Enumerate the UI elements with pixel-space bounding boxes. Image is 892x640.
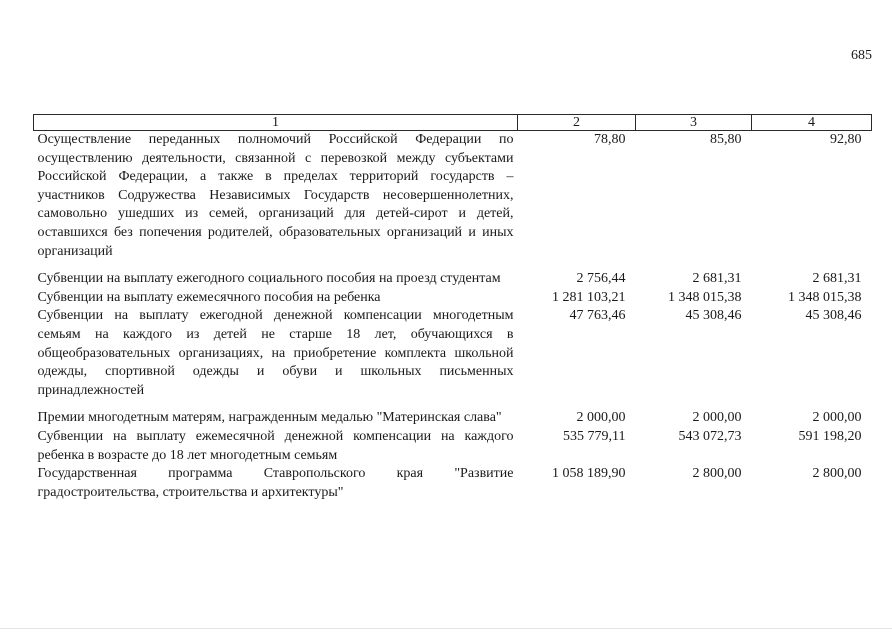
- table-row: [34, 289, 872, 308]
- row-value-col3: 45 308,46: [685, 308, 742, 324]
- row-value-col3: 2 800,00: [692, 466, 742, 482]
- row-value-col2: 2 000,00: [576, 410, 626, 426]
- row-value-col3: 85,80: [710, 132, 742, 147]
- row-value-col2: 2 756,44: [576, 271, 626, 287]
- row-value-col2: 1 281 103,21: [552, 289, 626, 305]
- row-name: Государственная программа Ставропольского края "Развитие градостроительства, строительства и архитектуры": [37, 466, 514, 500]
- table-row: [34, 307, 872, 409]
- row-value-col4: 92,80: [830, 132, 862, 147]
- row-value-col2: 78,80: [594, 132, 626, 147]
- row-value-col4: 2 681,31: [812, 271, 862, 287]
- table-row: [34, 409, 872, 428]
- table-row: [34, 465, 872, 502]
- row-value-col3: 2 681,31: [692, 271, 742, 287]
- budget-table: [33, 114, 872, 502]
- row-value-col2: 47 763,46: [569, 308, 626, 324]
- table-row: [34, 428, 872, 465]
- header-row: [34, 115, 872, 131]
- page-bottom-edge: [0, 628, 892, 629]
- row-name: Субвенции на выплату ежегодного социального пособия на проезд студентам: [37, 271, 501, 287]
- row-name: Субвенции на выплату ежемесячной денежной компенсации на каждого ребенка в возрасте до 18 лет многодетным семьям: [37, 428, 514, 463]
- row-value-col4: 45 308,46: [805, 308, 862, 324]
- row-value-col3: 1 348 015,38: [668, 289, 742, 305]
- row-value-col3: 2 000,00: [692, 410, 742, 426]
- column-header-2: 2: [518, 115, 636, 131]
- row-name: Осуществление переданных полномочий Российской Федерации по осуществлению деятельности, связанной с перевозкой между субъектами Российской Федерации, а также в пределах территорий государств – участников Содружества Независимых Государств несовершеннолетних, самовольно ушедших из семей, организаций для детей-сирот и детей, оставшихся без попечения родителей, образовательных организаций и иных организаций: [37, 132, 514, 259]
- table-row: [34, 131, 872, 271]
- row-name: Субвенции на выплату ежемесячного пособия на ребенка: [37, 289, 381, 305]
- page-number: 685: [851, 48, 872, 63]
- row-value-col4: 1 348 015,38: [788, 289, 862, 305]
- table-row: [34, 270, 872, 289]
- row-value-col4: 2 800,00: [812, 466, 862, 482]
- row-value-col4: 591 198,20: [798, 428, 862, 444]
- column-header-3: 3: [636, 115, 752, 131]
- row-value-col2: 535 779,11: [563, 428, 626, 444]
- row-value-col2: 1 058 189,90: [552, 466, 626, 482]
- column-header-1: 1: [34, 115, 518, 131]
- row-value-col3: 543 072,73: [678, 428, 742, 444]
- column-header-4: 4: [752, 115, 872, 131]
- row-name: Субвенции на выплату ежегодной денежной компенсации многодетным семьям на каждого из детей не старше 18 лет, обучающихся в общеобразовательных организациях, на приобретение комплекта школьной одежды, спортивной одежды и обуви и школьных письменных принадлежностей: [37, 308, 514, 398]
- row-value-col4: 2 000,00: [812, 410, 862, 426]
- row-name: Премии многодетным матерям, награжденным медалью "Материнская слава": [37, 410, 502, 426]
